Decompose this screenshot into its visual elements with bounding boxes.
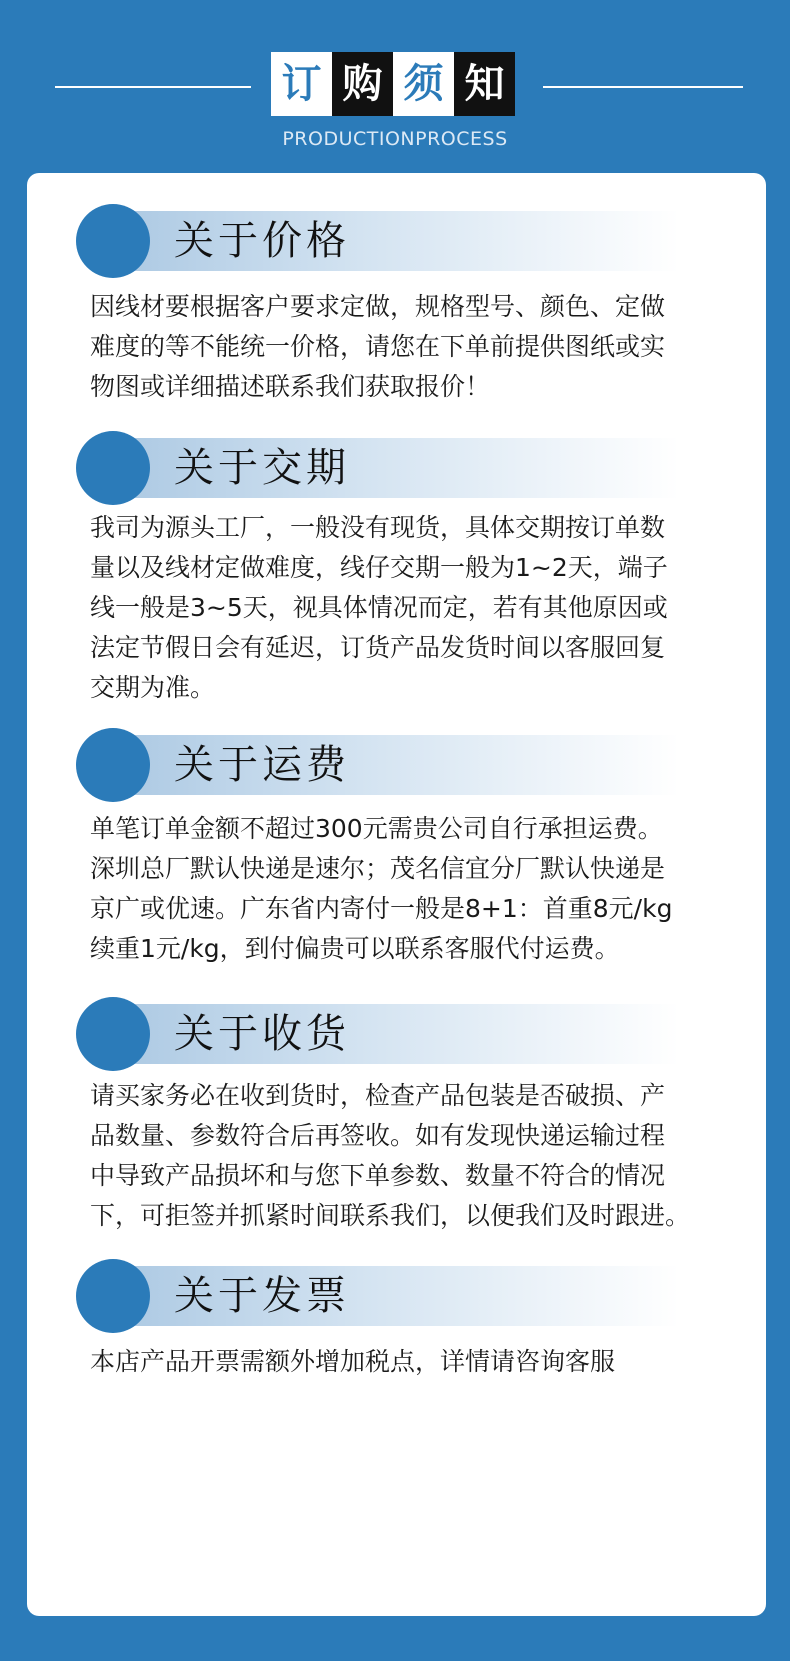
title-char-1: 订 (271, 52, 332, 116)
title-char-3: 须 (393, 52, 454, 116)
body-line: 我司为源头工厂，一般没有现货，具体交期按订单数 (90, 513, 666, 542)
header-right-rule (543, 86, 743, 88)
section-title: 关于收货 (174, 1011, 350, 1057)
page-title (271, 52, 515, 116)
body-line: 本店产品开票需额外增加税点，详情请咨询客服 (90, 1347, 616, 1376)
section-header (27, 1258, 766, 1334)
body-line: 线一般是3~5天，视具体情况而定，若有其他原因或 (90, 593, 668, 622)
body-line: 物图或详细描述联系我们获取报价！ (90, 372, 491, 401)
page-header (0, 0, 790, 170)
section-body (90, 508, 750, 708)
section-circle-icon (76, 431, 150, 505)
section-title: 关于交期 (174, 445, 350, 491)
section-invoice (27, 1258, 766, 1376)
body-line: 请买家务必在收到货时，检查产品包装是否破损、产 (90, 1081, 666, 1110)
title-char-4: 知 (454, 52, 515, 116)
header-left-rule (55, 86, 251, 88)
section-circle-icon (76, 997, 150, 1071)
body-line: 交期为准。 (90, 673, 216, 702)
section-body (90, 287, 750, 407)
section-header (27, 996, 766, 1072)
notice-card (27, 173, 766, 1616)
body-line: 续重1元/kg，到付偏贵可以联系客服代付运费。 (90, 934, 620, 963)
body-line: 中导致产品损坏和与您下单参数、数量不符合的情况 (90, 1161, 666, 1190)
section-body (90, 1076, 750, 1236)
section-circle-icon (76, 204, 150, 278)
section-header (27, 203, 766, 279)
section-body (90, 809, 750, 969)
section-title: 关于发票 (174, 1273, 350, 1319)
section-circle-icon (76, 1259, 150, 1333)
page-subtitle: PRODUCTIONPROCESS (282, 128, 508, 150)
section-circle-icon (76, 728, 150, 802)
title-char-2: 购 (332, 52, 393, 116)
body-line: 单笔订单金额不超过300元需贵公司自行承担运费。 (90, 814, 663, 843)
body-line: 京广或优速。广东省内寄付一般是8+1：首重8元/kg (90, 894, 673, 923)
body-line: 品数量、参数符合后再签收。如有发现快递运输过程 (90, 1121, 666, 1150)
body-line: 深圳总厂默认快递是速尔；茂名信宜分厂默认快递是 (90, 854, 666, 883)
section-receipt (27, 996, 766, 1230)
section-price (27, 203, 766, 401)
section-shipping-fee (27, 727, 766, 963)
body-line: 量以及线材定做难度，线仔交期一般为1~2天，端子 (90, 553, 668, 582)
section-delivery-time (27, 430, 766, 702)
body-line: 下，可拒签并抓紧时间联系我们，以便我们及时跟进。 (90, 1201, 691, 1230)
body-line: 因线材要根据客户要求定做，规格型号、颜色、定做 (90, 292, 666, 321)
section-title: 关于价格 (174, 218, 350, 264)
section-body (90, 1342, 750, 1382)
section-title: 关于运费 (174, 742, 350, 788)
section-header (27, 430, 766, 506)
section-header (27, 727, 766, 803)
body-line: 法定节假日会有延迟，订货产品发货时间以客服回复 (90, 633, 666, 662)
body-line: 难度的等不能统一价格，请您在下单前提供图纸或实 (90, 332, 666, 361)
